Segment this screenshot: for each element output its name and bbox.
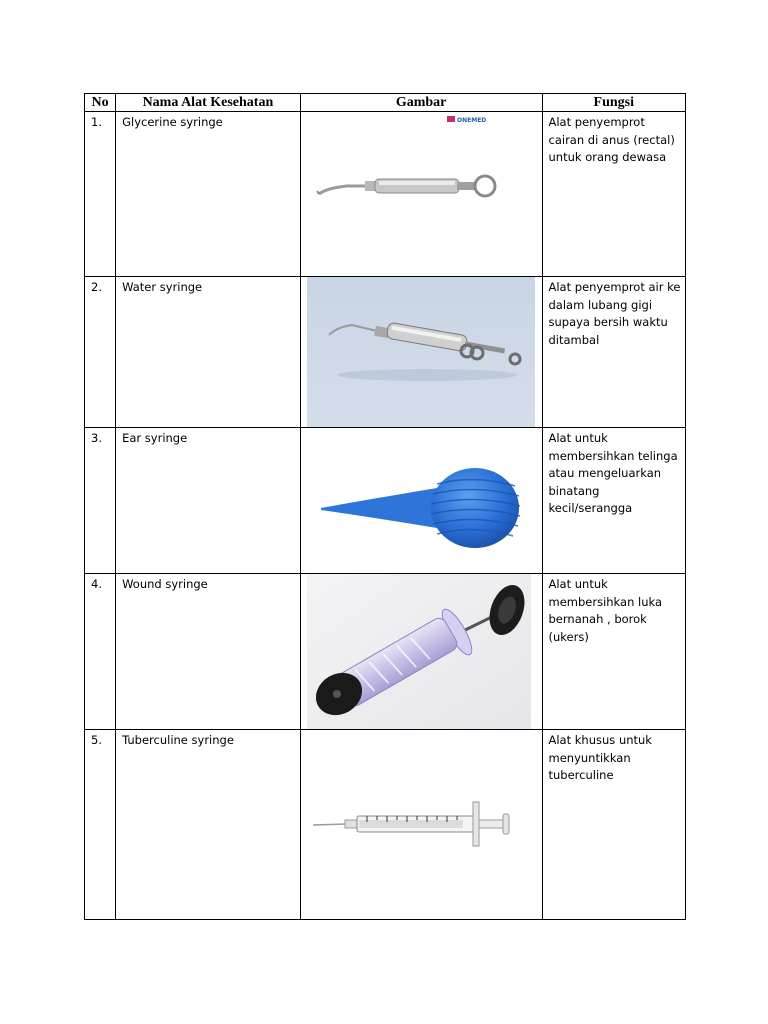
function-text: Alat khusus untuk menyuntikkan tuberculine [542, 730, 686, 920]
tuberculin-syringe-icon [307, 730, 519, 919]
table-header-row [85, 94, 686, 112]
header-image: Gambar [300, 94, 542, 112]
metal-glycerine-syringe-icon [307, 112, 535, 276]
row-number: 2. [85, 277, 116, 428]
header-no: No [85, 94, 116, 112]
image-cell [300, 277, 542, 428]
table-row [85, 112, 686, 277]
instrument-name: Ear syringe [116, 428, 301, 574]
function-text: Alat untuk membersihkan telinga atau mengeluarkan binatang kecil/serangga [542, 428, 686, 574]
function-text: Alat penyemprot cairan di anus (rectal) untuk orang dewasa [542, 112, 686, 277]
instrument-name: Glycerine syringe [116, 112, 301, 277]
function-text: Alat untuk membersihkan luka bernanah , borok (ukers) [542, 574, 686, 730]
instrument-name: Water syringe [116, 277, 301, 428]
table-row [85, 730, 686, 920]
instrument-name: Wound syringe [116, 574, 301, 730]
image-cell [300, 730, 542, 920]
wound-irrigation-syringe-icon [307, 574, 531, 729]
row-number: 5. [85, 730, 116, 920]
blue-ear-bulb-syringe-icon [307, 428, 535, 573]
dental-water-syringe-icon [307, 277, 535, 427]
image-cell [300, 574, 542, 730]
row-number: 1. [85, 112, 116, 277]
header-name: Nama Alat Kesehatan [116, 94, 301, 112]
table-row [85, 277, 686, 428]
table-row [85, 428, 686, 574]
row-number: 3. [85, 428, 116, 574]
table-row [85, 574, 686, 730]
image-cell [300, 112, 542, 277]
syringe-table [84, 93, 686, 920]
row-number: 4. [85, 574, 116, 730]
watermark-text: ONEMED [456, 117, 486, 124]
image-cell [300, 428, 542, 574]
header-function: Fungsi [542, 94, 686, 112]
instrument-name: Tuberculine syringe [116, 730, 301, 920]
function-text: Alat penyemprot air ke dalam lubang gigi supaya bersih waktu ditambal [542, 277, 686, 428]
